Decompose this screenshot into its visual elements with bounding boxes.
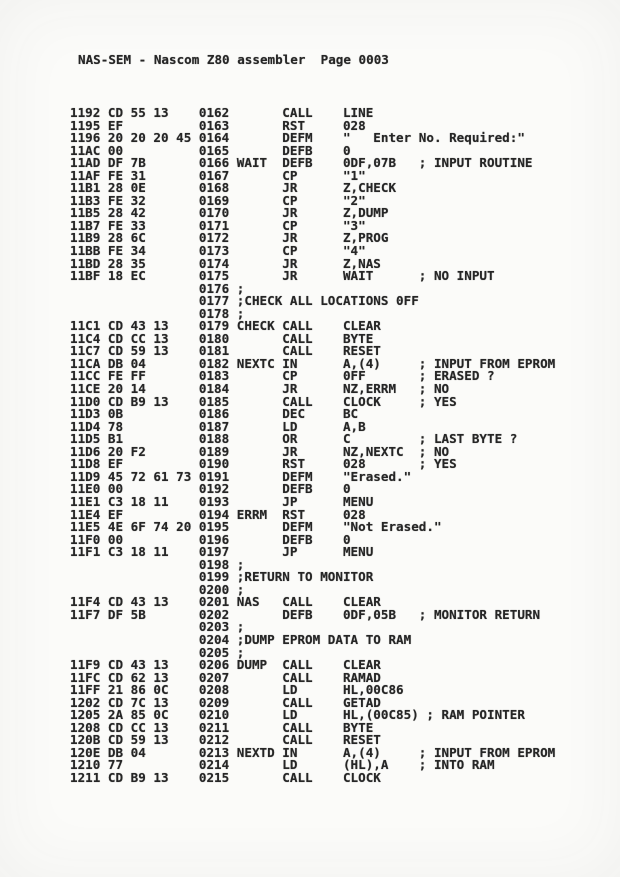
listing-line: 11D5 B1 0188 OR C ; LAST BYTE ? [70,431,518,447]
listing-line: 11CC FE FF 0183 CP 0FF ; ERASED ? [70,368,495,384]
listing-line: 11B7 FE 33 0171 CP "3" [70,217,366,233]
listing-line: 1205 2A 85 0C 0210 LD HL,(00C85) ; RAM POINTER [70,707,525,723]
listing-line: 11D6 20 F2 0189 JR NZ,NEXTC ; NO [70,443,450,459]
listing-line: 1195 EF 0163 RST 028 [70,117,366,133]
listing-line: 11D9 45 72 61 73 0191 DEFM "Erased." [70,468,412,484]
listing-line: 0200 ; [70,581,245,597]
listing-line: 11B1 28 0E 0168 JR Z,CHECK [70,180,397,196]
listing-line: 120E DB 04 0213 NEXTD IN A,(4) ; INPUT FROM EPROM [70,744,556,760]
listing-line: 1202 CD 7C 13 0209 CALL GETAD [70,694,381,710]
listing-line: 11D4 78 0187 LD A,B [70,418,366,434]
listing-line: 11F9 CD 43 13 0206 DUMP CALL CLEAR [70,657,381,673]
listing-line: 11AF FE 31 0167 CP "1" [70,167,366,183]
listing-line: 11C1 CD 43 13 0179 CHECK CALL CLEAR [70,318,381,334]
listing-line: 11F1 C3 18 11 0197 JP MENU [70,544,374,560]
listing-line: 0178 ; [70,305,245,321]
listing-line: 11E1 C3 18 11 0193 JP MENU [70,493,374,509]
listing-line: 0176 ; [70,280,245,296]
page-header: NAS-SEM - Nascom Z80 assembler Page 0003 [78,52,389,67]
listing-line: 11E0 00 0192 DEFB 0 [70,481,351,497]
listing-line: 11BD 28 35 0174 JR Z,NAS [70,255,381,271]
listing-line: 1208 CD CC 13 0211 CALL BYTE [70,719,374,735]
listing-line: 11F7 DF 5B 0202 DEFB 0DF,05B ; MONITOR RETURN [70,606,541,622]
listing-line: 11BB FE 34 0173 CP "4" [70,243,366,259]
listing-line: 11BF 18 EC 0175 JR WAIT ; NO INPUT [70,268,495,284]
listing-line: 11F4 CD 43 13 0201 NAS CALL CLEAR [70,594,381,610]
listing-line: 1192 CD 55 13 0162 CALL LINE [70,105,374,120]
listing-line: 11C7 CD 59 13 0181 CALL RESET [70,343,381,359]
listing-line: 11B3 FE 32 0169 CP "2" [70,192,366,208]
listing-line: 11F0 00 0196 DEFB 0 [70,531,351,547]
listing-line: 11D3 0B 0186 DEC BC [70,406,359,422]
listing-line: 1210 77 0214 LD (HL),A ; INTO RAM [70,757,495,773]
listing-line: 0198 ; [70,556,245,572]
listing-line: 11FF 21 86 0C 0208 LD HL,00C86 [70,682,404,698]
listing-line: 120B CD 59 13 0212 CALL RESET [70,732,381,748]
listing-line: 0177 ;CHECK ALL LOCATIONS 0FF [70,293,419,309]
listing-line: 0204 ;DUMP EPROM DATA TO RAM [70,631,412,647]
listing-line: 11C4 CD CC 13 0180 CALL BYTE [70,330,374,346]
listing-line: 11AD DF 7B 0166 WAIT DEFB 0DF,07B ; INPUT ROUTINE [70,155,533,171]
listing-line: 11CA DB 04 0182 NEXTC IN A,(4) ; INPUT FROM EPROM [70,355,556,371]
listing-line: 0203 ; [70,619,245,635]
listing-line: 11B5 28 42 0170 JR Z,DUMP [70,205,389,221]
listing-line: 11E5 4E 6F 74 20 0195 DEFM "Not Erased." [70,519,442,535]
listing-line: 1211 CD B9 13 0215 CALL CLOCK [70,769,381,785]
listing-line: 11CE 20 14 0184 JR NZ,ERRM ; NO [70,381,450,397]
listing-line: 11D0 CD B9 13 0185 CALL CLOCK ; YES [70,393,457,409]
listing-line: 11FC CD 62 13 0207 CALL RAMAD [70,669,381,685]
listing-line: 0205 ; [70,644,245,660]
listing-line: 11AC 00 0165 DEFB 0 [70,142,351,158]
listing-line: 0199 ;RETURN TO MONITOR [70,569,374,585]
listing-line: 1196 20 20 20 45 0164 DEFM " Enter No. Required:" [70,130,525,146]
assembly-listing [70,107,555,785]
listing-line: 11E4 EF 0194 ERRM RST 028 [70,506,366,522]
listing-line: 11D8 EF 0190 RST 028 ; YES [70,456,457,472]
listing-line: 11B9 28 6C 0172 JR Z,PROG [70,230,389,246]
